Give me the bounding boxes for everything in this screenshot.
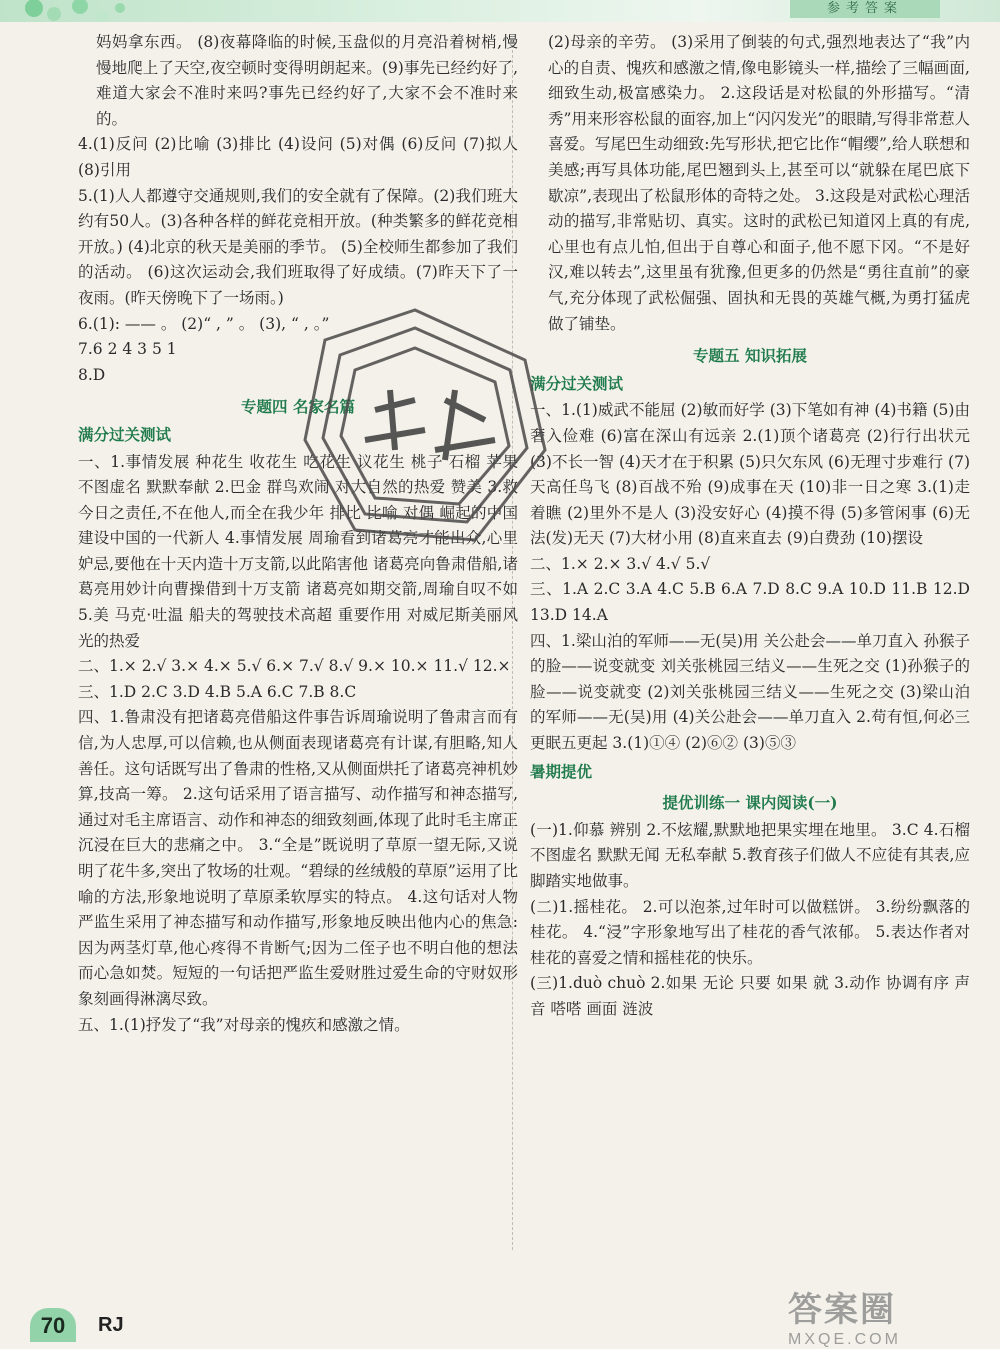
answer-paragraph: 7.6 2 4 3 5 1: [78, 340, 177, 359]
watermark-sub: MXQE.COM: [788, 1331, 901, 1348]
answer-paragraph: 二、1.× 2.√ 3.× 4.× 5.√ 6.× 7.√ 8.√ 9.× 10.× 11.√ 12.×: [78, 657, 511, 676]
section-title: 专题四 名家名篇: [241, 397, 355, 417]
right-column: [530, 30, 975, 1023]
section-title: 提优训练一 课内阅读(一): [662, 793, 838, 813]
answer-paragraph: 四、1.梁山泊的军师——无(吴)用 关公赴会——单刀直入 孙猴子的脸——说变就变 刘关张桃园三结义——生死之交 (1)孙猴子的脸——说变就变 (2)刘关张桃园三结义——生死之交 (3)梁山泊的军师——无(吴)用 (4)关公赴会——单刀直入 2.苟有恒,何必三更眠五更起 3.(1)①④ (2)⑥② (3)⑤③: [530, 631, 970, 753]
answer-paragraph: (一)1.仰慕 辨别 2.不炫耀,默默地把果实埋在地里。 3.C 4.石榴 不图虚名 默默无闻 无私奉献 5.教育孩子们做人不应徒有其表,应脚踏实地做事。: [530, 820, 975, 890]
edition-label: RJ: [98, 1314, 124, 1336]
section-subhead: 满分过关测试: [78, 424, 172, 444]
answer-paragraph: 6.(1): —— 。 (2)“ , ” 。 (3), “ , 。”: [78, 314, 330, 333]
site-watermark: [788, 1282, 988, 1348]
decorative-bubbles-icon: [20, 0, 140, 26]
watermark-main: 答案圈: [788, 1291, 896, 1329]
answer-paragraph: 5.(1)人人都遵守交通规则,我们的安全就有了保障。(2)我们班大约有50人。(3)各种各样的鲜花竞相开放。(种类繁多的鲜花竞相开放。) (4)北京的秋天是美丽的季节。 (5)全校师生都参加了我们的活动。 (6)这次运动会,我们班取得了好成绩。(7)昨天下了一夜雨。(昨天傍晚下了一场雨。): [78, 186, 518, 307]
answer-paragraph: 8.D: [78, 365, 106, 384]
answer-paragraph: 四、1.鲁肃没有把诸葛亮借船这件事告诉周瑜说明了鲁肃言而有信,为人忠厚,可以信赖,也从侧面表现诸葛亮有计谋,有胆略,知人善任。这句话既写出了鲁肃的性格,又从侧面烘托了诸葛亮神机妙算,技高一筹。 2.这句话采用了语言描写、动作描写和神态描写,通过对毛主席语言、动作和神态的细致刻画,体现了此时毛主席正沉浸在巨大的悲痛之中。 3.“全是”既说明了草原一望无际,又说明了花牛多,突出了牧场的壮观。“碧绿的丝绒般的草原”运用了比喻的方法,形象地说明了草原柔软厚实的特点。 4.这句话对人物严监生采用了神态描写和动作描写,形象地反映出他内心的焦急:因为两茎灯草,他心疼得不肯断气;因为二侄子也不明白他的想法而心急如焚。短短的一句话把严监生爱财胜过爱生命的守财奴形象刻画得淋漓尽致。: [78, 708, 518, 1008]
answer-paragraph: 妈妈拿东西。 (8)夜幕降临的时候,玉盘似的月亮沿着树梢,慢慢地爬上了天空,夜空顿时变得明朗起来。(9)事先已经约好了,难道大家会不准时来吗?事先已经约好了,大家不会不准时来的。: [96, 33, 518, 128]
answer-paragraph: 一、1.事情发展 种花生 收花生 吃花生 议花生 桃子 石榴 苹果 不图虚名 默默奉献 2.巴金 群鸟欢闹 对大自然的热爱 赞美 3.救今日之责任,不在他人,而全在我少年 排比 比喻 对偶 崛起的中国 建设中国的一代新人 4.事情发展 周瑜看到诸葛亮才能出众,心里妒忌,要他在十天内造十万支箭,以此陷害他 诸葛亮向鲁肃借船,诸葛亮用妙计向曹操借到十万支箭 诸葛亮如期交箭,周瑜自叹不如 5.美 马克·吐温 船夫的驾驶技术高超 重要作用 对威尼斯美丽风光的热爱: [78, 452, 523, 650]
page-number: 70: [30, 1308, 76, 1342]
section-subhead: 暑期提优: [530, 761, 593, 781]
answer-paragraph: 4.(1)反问 (2)比喻 (3)排比 (4)设问 (5)对偶 (6)反问 (7)拟人 (8)引用: [78, 135, 523, 179]
answer-paragraph: 三、1.D 2.C 3.D 4.B 5.A 6.C 7.B 8.C: [78, 682, 357, 701]
section-label: 参考答案: [790, 0, 940, 18]
watermark-stamp-icon: [295, 300, 555, 550]
answer-paragraph: (二)1.摇桂花。 2.可以泡茶,过年时可以做糕饼。 3.纷纷飘落的桂花。 4.“浸”字形象地写出了桂花的香气浓郁。 5.表达作者对桂花的喜爱之情和摇桂花的快乐。: [530, 897, 970, 967]
answer-paragraph: (三)1.duò chuò 2.如果 无论 只要 如果 就 3.动作 协调有序 声音 嗒嗒 画面 涟波: [530, 974, 970, 1018]
answer-paragraph: (2)母亲的辛劳。 (3)采用了倒装的句式,强烈地表达了“我”内心的自责、愧疚和感激之情,像电影镜头一样,描绘了三幅画面,细致生动,极富感染力。 2.这段话是对松鼠的外形描写。“清秀”用来形容松鼠的面容,加上“闪闪发光”的眼睛,写得非常惹人喜爱。写尾巴生动细致:先写形状,把它比作“帽缨”,给人联想和美感;再写具体功能,尾巴翘到头上,甚至可以“就躲在尾巴底下歇凉”,表现出了松鼠形体的奇特之处。 3.这段是对武松心理活动的描写,非常贴切、真实。这时的武松已知道冈上真的有虎,心里也有点儿怕,但出于自尊心和面子,他不愿下冈。“不是好汉,难以转去”,这里虽有犹豫,但更多的仍然是“勇往直前”的豪气,充分体现了武松倔强、固执和无畏的英雄气概,为勇打猛虎做了铺垫。: [548, 33, 970, 333]
section-title: 专题五 知识拓展: [693, 346, 807, 366]
answer-paragraph: 三、1.A 2.C 3.A 4.C 5.B 6.A 7.D 8.C 9.A 10.D 11.B 12.D 13.D 14.A: [530, 580, 975, 625]
answer-paragraph: 五、1.(1)抒发了“我”对母亲的愧疚和感激之情。: [78, 1015, 410, 1034]
answer-paragraph: 二、1.× 2.× 3.√ 4.√ 5.√: [530, 554, 711, 573]
section-subhead: 满分过关测试: [530, 373, 624, 393]
answer-paragraph: 一、1.(1)威武不能屈 (2)敏而好学 (3)下笔如有神 (4)书籍 (5)由奢入俭难 (6)富在深山有远亲 2.(1)顶个诸葛亮 (2)行行出状元 (3)不长一智 (4)天才在于积累 (5)只欠东风 (6)无理寸步难行 (7)天高任鸟飞 (8)百战不殆 (9)成事在天 (10)非一日之寒 3.(1)走着瞧 (2)里外不是人 (3)没安好心 (4)摸不得 (5)多管闲事 (6)无法(发)无天 (7)大材小用 (8)直来直去 (9)白费劲 (10)摆设: [530, 401, 975, 548]
